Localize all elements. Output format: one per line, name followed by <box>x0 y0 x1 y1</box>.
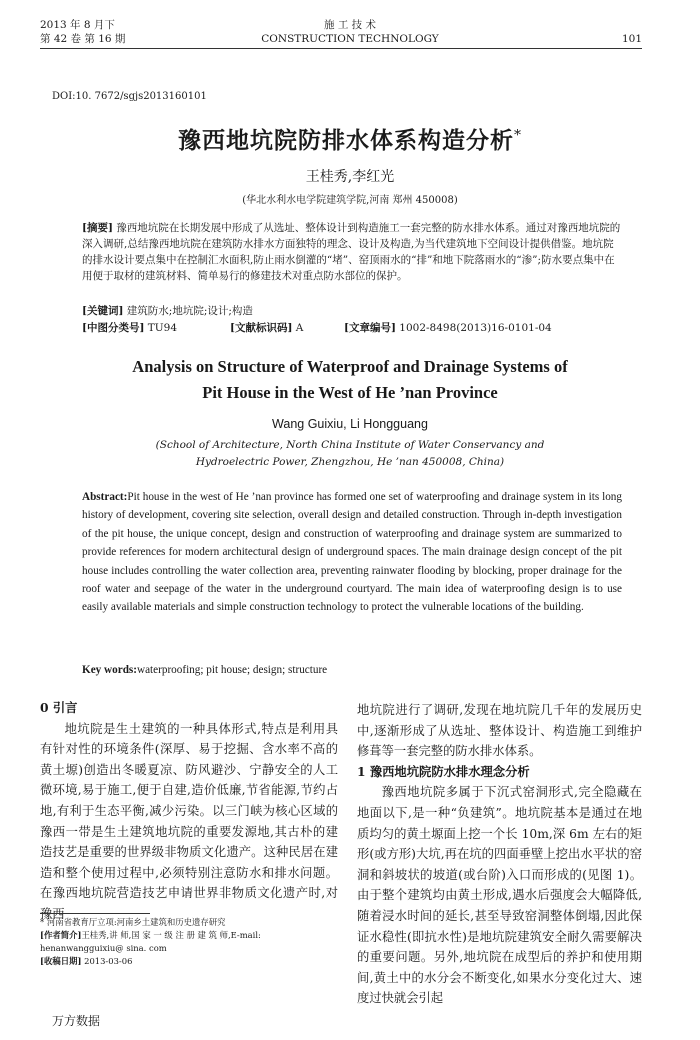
header-rule <box>40 48 642 49</box>
received-value: 2013-03-06 <box>84 956 133 966</box>
footnote-rule <box>40 913 150 914</box>
authors-en: Wang Guixiu, Li Hongguang <box>272 417 428 431</box>
clc-label: [中图分类号] <box>82 322 145 334</box>
keywords-cn-label: [关键词] <box>82 305 124 317</box>
document-code <box>230 320 303 335</box>
section-0-heading: 0 引言 <box>40 700 78 715</box>
wanfang-watermark: 万方数据 <box>52 1014 101 1028</box>
received-label: [收稿日期] <box>40 956 82 966</box>
issue-date: 2013 年 8 月下 <box>40 19 115 31</box>
affiliation-cn: (华北水利水电学院建筑学院,河南 郑州 450008) <box>242 195 458 206</box>
running-header-journal <box>260 18 440 46</box>
keywords-en-label: Key words: <box>82 664 137 676</box>
author-bio-label: [作者简介] <box>40 930 82 940</box>
abstract-en-text: Pit house in the west of He ’nan province has formed one set of waterproofing and drainage system in its long history of development, covering site selection, overall design and detailed construction. Through in-depth investigation of the pit house, the unique concept, design and construction of waterproofing and drainage system are summarized to provide references for modern architectural design of underground spaces. The main drainage design concept of the pit house includes controlling the water collection area, preventing rainwater flooding by blocking, proper drainage for the roof water and seepage of the water in the underground courtyard. The main idea of waterproofing design is to use easily available materials and simple construction technology to protect the vulnerable locations of the building. <box>82 491 622 614</box>
paper-title-cn <box>0 122 700 155</box>
body-column-left <box>40 698 338 925</box>
keywords-cn-text: 建筑防水;地坑院;设计;构造 <box>126 305 253 317</box>
journal-name-cn: 施 工 技 术 <box>323 19 376 31</box>
article-number <box>344 320 552 335</box>
volume-issue: 第 42 卷 第 16 期 <box>40 33 126 45</box>
title-cn-text: 豫西地坑院防排水体系构造分析 <box>178 127 514 154</box>
author-bio-text: 王桂秀,讲 师,国 家 一 级 注 册 建 筑 师,E-mail: henanwangguixiu@ sina. com <box>40 930 261 953</box>
section-1-paragraph: 豫西地坑院多属于下沉式窑洞形式,完全隐藏在地面以下,是一种“负建筑”。地坑院基本是通过在地质均匀的黄土塬面上挖一个长 10m,深 6m 左右的矩形(或方形)大坑,再在坑的四面垂壁上挖出水平状的窑洞和斜坡状的坡道(或台阶)入口而形成的(见图 1)。由于整个建筑均由黄土形成,遇水后强度会大幅降低,随着浸水时间的延长,甚至导致窑洞整体倒塌,因此保证水稳性(即抗水性)是地坑院建筑安全耐久需要解决的重要问题。另外,地坑院在成型后的养护和使用期间,黄土中的水分会不断变化,如果水分变化过大、速度过快就会引起 <box>357 785 642 1006</box>
keywords-en <box>82 664 622 676</box>
keywords-en-text: waterproofing; pit house; design; structure <box>137 664 328 676</box>
fund-note: * 河南省教育厅立项:河南乡土建筑和历史遗存研究 <box>40 917 226 927</box>
doccode-value: A <box>295 322 304 334</box>
abstract-cn-text: 豫西地坑院在长期发展中形成了从选址、整体设计到构造施工一套完整的防水排水体系。通过对豫西地坑院的深入调研,总结豫西地坑院在建筑防水排水方面独特的理念、设计及构造,为当代建筑地下空间设计提供借鉴。地坑院的排水设计要点集中在控制汇水面积,防止雨水倒灌的“堵”、窑顶雨水的“排”和地下院落雨水的“渗”;防水要点集中在用便于取材的建筑材料、简单易行的修建技术对重点防水部位的保护。 <box>82 222 621 282</box>
section-0-continuation: 地坑院进行了调研,发现在地坑院几千年的发展历史中,逐渐形成了从选址、整体设计、构造施工到维护修葺等一套完整的防水排水体系。 <box>357 703 642 759</box>
title-en-line2: Pit House in the West of He ’nan Province <box>202 383 498 402</box>
paper-title-en <box>0 354 700 406</box>
keywords-cn <box>82 303 622 318</box>
section-1-heading: 1 豫西地坑院防水排水理念分析 <box>357 763 530 779</box>
doccode-label: [文献标识码] <box>230 322 293 334</box>
author-bio <box>40 929 340 955</box>
clc-value: TU94 <box>147 322 177 334</box>
clc-number <box>82 320 177 335</box>
received-date <box>40 955 340 968</box>
article-value: 1002-8498(2013)16-0101-04 <box>399 322 552 334</box>
footnote <box>40 916 340 968</box>
section-0-paragraph: 地坑院是生土建筑的一种具体形式,特点是利用具有针对性的环境条件(深厚、易于挖掘、含水率不高的黄土塬)创造出冬暖夏凉、防风避沙、宁静安全的人工微环境,易于施工,便于自建,造价低廉,节省能源,节约占地,有利于生态平衡,减少污染。以三门峡为核心区域的豫西一带是生土建筑地坑院的重要发源地,其古朴的建造技艺是重要的世界级非物质文化遗产。这种民居在建造和整个使用过程中,必须特别注意防水和排水问题。在豫西地坑院营造技艺申请世界非物质文化遗产时,对豫西 <box>40 721 338 921</box>
authors-cn: 王桂秀,李红光 <box>305 169 395 185</box>
title-footnote-mark: * <box>514 127 522 144</box>
running-header-issue <box>40 18 125 46</box>
title-en-line1: Analysis on Structure of Waterproof and Drainage Systems of <box>132 357 568 376</box>
doi: DOI:10. 7672/sgjs2013160101 <box>52 91 207 102</box>
body-column-right <box>357 700 642 1009</box>
page-number: 101 <box>621 33 642 45</box>
abstract-cn <box>82 220 622 284</box>
abstract-cn-label: [摘要] <box>82 222 113 234</box>
journal-name-en: CONSTRUCTION TECHNOLOGY <box>261 33 439 45</box>
affiliation-en: (School of Architecture, North China Institute of Water Conservancy and Hydroelectric Power, Zhengzhou, He ’nan 450008, China) <box>155 439 545 468</box>
abstract-en <box>82 488 622 617</box>
abstract-en-label: Abstract: <box>82 491 128 503</box>
article-label: [文章编号] <box>344 322 396 334</box>
